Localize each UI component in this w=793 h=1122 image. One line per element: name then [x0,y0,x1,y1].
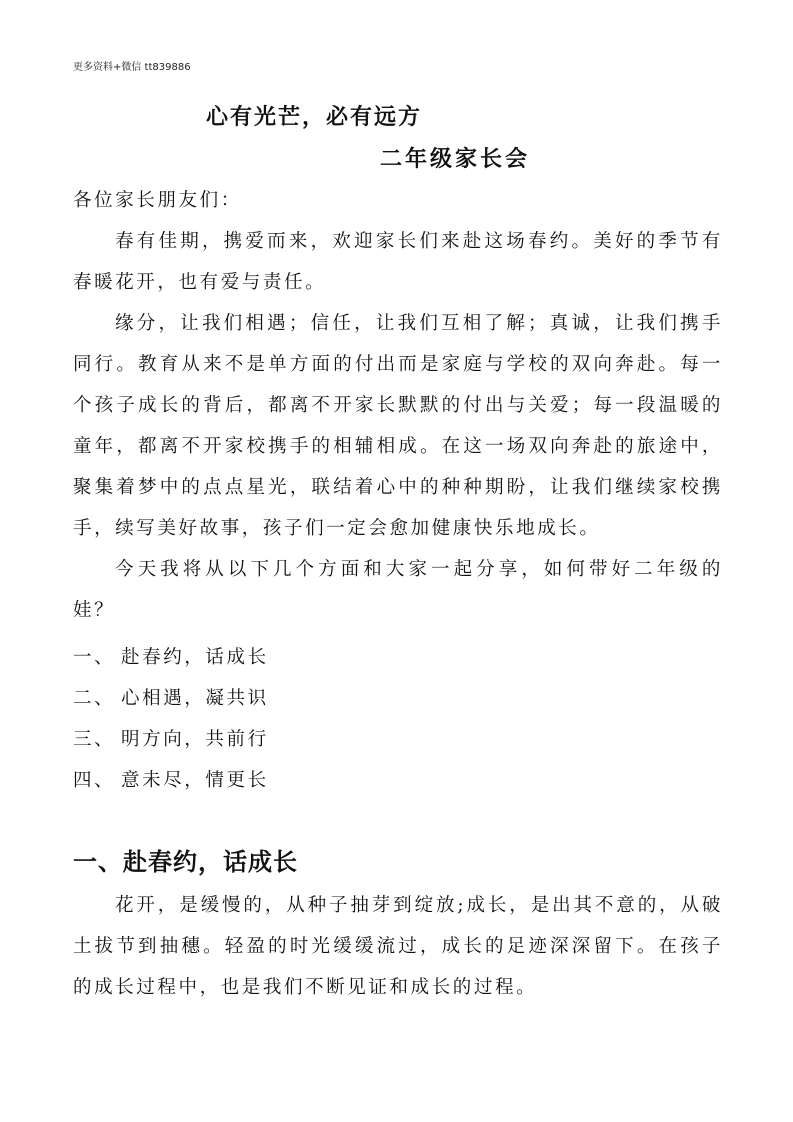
outline-item [73,760,269,801]
intro-paragraph-2: 缘分，让我们相遇；信任，让我们互相了解；真诚，让我们携手同行。教育从来不是单方面的付出而是家庭与学校的双向奔赴。每一个孩子成长的背后，都离不开家长默默的付出与关爱；每一段温暖的童年，都离不开家校携手的相辅相成。在这一场双向奔赴的旅途中，聚集着梦中的点点星光，联结着心中的种种期盼，让我们继续家校携手，续写美好故事，孩子们一定会愈加健康快乐地成长。 [73,313,723,539]
outline-item-label: 赴春约，话成长 [121,647,269,668]
section-1-body [73,885,723,1008]
outline-item [73,678,269,719]
outline-item-number: 一、 [73,647,116,668]
outline-item-number: 二、 [73,688,116,709]
outline-item-number: 四、 [73,770,116,791]
section-1-paragraph: 花开，是缓慢的，从种子抽芽到绽放;成长，是出其不意的，从破土拔节到抽穗。轻盈的时光缓缓流过，成长的足迹深深留下。在孩子的成长过程中，也是我们不断见证和成长的过程。 [73,895,723,998]
intro-paragraph-1: 春有佳期，携爱而来，欢迎家长们来赴这场春约。美好的季节有春暖花开，也有爱与责任。 [73,231,723,293]
section-heading: 一、赴春约，话成长 [73,847,298,876]
document-title: 心有光芒，必有远方 [206,104,423,130]
outline-item [73,719,269,760]
outline-list [73,637,269,801]
outline-item [73,637,269,678]
intro-paragraph-3: 今天我将从以下几个方面和大家一起分享，如何带好二年级的娃？ [73,559,723,621]
outline-item-label: 明方向，共前行 [121,729,269,750]
header-note: 更多资料+微信 tt839886 [73,62,191,73]
outline-item-label: 意未尽，情更长 [121,770,269,791]
intro-section [73,180,723,631]
outline-item-number: 三、 [73,729,116,750]
salutation: 各位家长朋友们： [73,190,242,211]
document-subtitle: 二年级家长会 [380,146,531,172]
outline-item-label: 心相遇，凝共识 [121,688,269,709]
